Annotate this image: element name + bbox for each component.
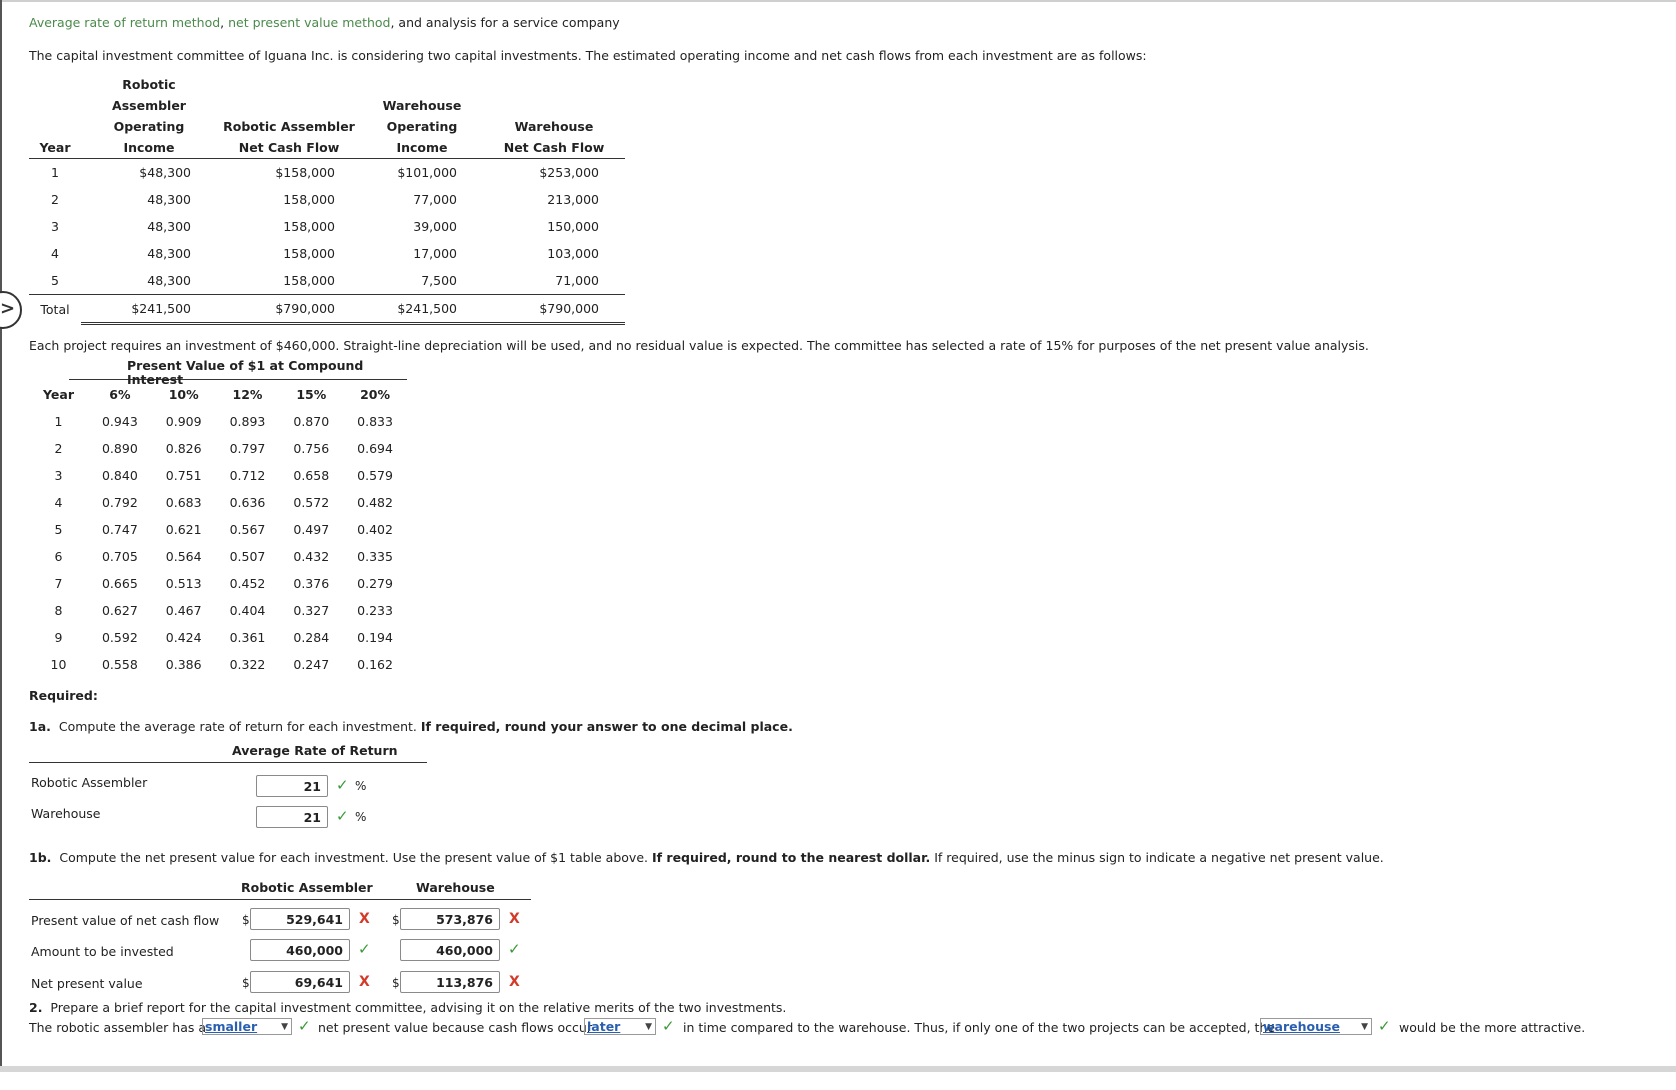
table-row bbox=[29, 624, 407, 651]
pv-factor-cell: 0.909 bbox=[165, 414, 202, 429]
report-sentence-part: would be the more attractive. bbox=[1399, 1020, 1586, 1035]
pv-factor-cell: 0.627 bbox=[101, 603, 138, 618]
col-ra-ncf: Robotic Assembler Net Cash Flow bbox=[217, 74, 361, 159]
pv-factor-cell: 0.840 bbox=[101, 468, 138, 483]
table-row bbox=[29, 489, 407, 516]
pv-factor-cell: 0.567 bbox=[229, 522, 266, 537]
pv-factor-cell: 0.564 bbox=[165, 549, 202, 564]
npv-robotic-input[interactable]: 69,641 bbox=[250, 971, 350, 993]
npv-col-robotic: Robotic Assembler bbox=[241, 880, 373, 895]
arr-warehouse-input[interactable]: 21 bbox=[256, 806, 328, 828]
pv-factor-cell: 0.621 bbox=[165, 522, 202, 537]
table-row bbox=[29, 435, 407, 462]
correct-check-icon: ✓ bbox=[358, 940, 371, 958]
col-ra-oi: Robotic Assembler Operating Income bbox=[81, 74, 217, 159]
pv-factor-cell: 0.890 bbox=[101, 441, 138, 456]
side-expand-handle[interactable] bbox=[0, 291, 22, 329]
pv-year-cell: 7 bbox=[54, 576, 63, 591]
pv-factor-cell: 0.513 bbox=[165, 576, 202, 591]
table-row: 1 $48,300 $158,000 $101,000 $253,000 bbox=[51, 165, 599, 180]
pv-factor-cell: 0.705 bbox=[101, 549, 138, 564]
incorrect-x-icon: X bbox=[509, 974, 520, 990]
pv-factor-cell: 0.386 bbox=[165, 657, 202, 672]
arr-robotic-input[interactable]: 21 bbox=[256, 775, 328, 797]
table-row bbox=[29, 570, 407, 597]
report-sentence-part: net present value because cash flows occur bbox=[318, 1020, 592, 1035]
pv-factor-cell: 0.870 bbox=[293, 414, 330, 429]
pv-factor-cell: 0.712 bbox=[229, 468, 266, 483]
pv-factor-cell: 0.284 bbox=[293, 630, 330, 645]
npv-warehouse-input[interactable]: 113,876 bbox=[400, 971, 500, 993]
pv-factor-cell: 0.636 bbox=[229, 495, 266, 510]
pv-factor-cell: 0.683 bbox=[165, 495, 202, 510]
pv-factor-cell: 0.756 bbox=[293, 441, 330, 456]
question-1b: 1b. Compute the net present value for each investment. Use the present value of $1 table above. If required, round to the nearest dollar. If required, use the minus sign to indicate a negative net present value. bbox=[29, 850, 1384, 865]
pv-factor-cell: 0.694 bbox=[357, 441, 393, 456]
pv-factor-cell: 0.658 bbox=[293, 468, 330, 483]
percent-unit: % bbox=[355, 810, 367, 824]
question-2: 2. Prepare a brief report for the capital investment committee, advising it on the relative merits of the two investments. bbox=[29, 1000, 787, 1015]
investment-table bbox=[29, 74, 625, 325]
title-link-npv[interactable]: net present value method bbox=[228, 15, 391, 30]
pv-year-cell: 8 bbox=[54, 603, 63, 618]
table-row bbox=[29, 408, 407, 435]
npv-divider bbox=[29, 899, 531, 900]
pv-year-cell: 1 bbox=[54, 414, 63, 429]
incorrect-x-icon: X bbox=[359, 974, 370, 990]
npv-row-label: Amount to be invested bbox=[31, 944, 174, 959]
pv-factor-cell: 0.497 bbox=[293, 522, 330, 537]
pv-factor-cell: 0.792 bbox=[101, 495, 138, 510]
pv-year-cell: 3 bbox=[54, 468, 63, 483]
problem-title: Average rate of return method, net present value method, and analysis for a service company bbox=[29, 15, 620, 30]
table-row: 5 48,300 158,000 7,500 71,000 bbox=[51, 273, 599, 288]
currency-symbol: $ bbox=[242, 913, 250, 927]
table-row bbox=[29, 651, 407, 678]
correct-check-icon: ✓ bbox=[298, 1017, 311, 1035]
report-sentence: The robotic assembler has a bbox=[29, 1020, 207, 1035]
table-row: 2 48,300 158,000 77,000 213,000 bbox=[51, 192, 599, 207]
pv-factor-cell: 0.943 bbox=[101, 414, 138, 429]
arr-divider bbox=[29, 762, 427, 763]
pv-factor-cell: 0.747 bbox=[101, 522, 138, 537]
pv-factor-cell: 0.579 bbox=[357, 468, 393, 483]
npv-col-warehouse: Warehouse bbox=[416, 880, 495, 895]
correct-check-icon: ✓ bbox=[1378, 1017, 1391, 1035]
preferred-project-select[interactable]: warehouse ▼ bbox=[1260, 1018, 1372, 1035]
pv-factor-cell: 0.797 bbox=[229, 441, 266, 456]
intro-text: The capital investment committee of Iguana Inc. is considering two capital investments. The estimated operating income and net cash flows from each investment are as follows: bbox=[29, 48, 1147, 63]
correct-check-icon: ✓ bbox=[336, 776, 349, 794]
chevron-right-icon: > bbox=[0, 298, 16, 319]
pv-year-cell: 6 bbox=[54, 549, 63, 564]
pv-factor-cell: 0.335 bbox=[357, 549, 393, 564]
report-sentence-part: in time compared to the warehouse. Thus, if only one of the two projects can be accepted, the bbox=[683, 1020, 1276, 1035]
pv-year-cell: 4 bbox=[54, 495, 63, 510]
pv-factor-cell: 0.327 bbox=[293, 603, 330, 618]
amount-invested-warehouse-input[interactable]: 460,000 bbox=[400, 939, 500, 961]
pv-factor-cell: 0.162 bbox=[357, 657, 393, 672]
investment-assumptions-text: Each project requires an investment of $460,000. Straight-line depreciation will be used, and no residual value is expected. The committee has selected a rate of 15% for purposes of the net present value analysis. bbox=[29, 338, 1369, 353]
npv-comparison-select[interactable]: smaller ▼ bbox=[202, 1018, 292, 1035]
pv-factor-cell: 0.826 bbox=[165, 441, 202, 456]
question-1a: 1a. Compute the average rate of return for each investment. If required, round your answer to one decimal place. bbox=[29, 719, 793, 734]
pv-year-cell: 9 bbox=[54, 630, 63, 645]
pv-net-cash-flow-robotic-input[interactable]: 529,641 bbox=[250, 908, 350, 930]
table-row bbox=[29, 462, 407, 489]
dropdown-arrow-icon: ▼ bbox=[281, 1022, 288, 1032]
col-wh-ncf: Warehouse Net Cash Flow bbox=[483, 74, 625, 159]
pv-factor-cell: 0.833 bbox=[357, 414, 393, 429]
top-border bbox=[0, 0, 1676, 2]
pv-factor-cell: 0.247 bbox=[293, 657, 330, 672]
pv-factor-cell: 0.751 bbox=[165, 468, 202, 483]
percent-unit: % bbox=[355, 779, 367, 793]
pv-factor-cell: 0.233 bbox=[357, 603, 393, 618]
table-row bbox=[29, 543, 407, 570]
correct-check-icon: ✓ bbox=[336, 807, 349, 825]
pv-factor-cell: 0.194 bbox=[357, 630, 393, 645]
pv-factor-cell: 0.467 bbox=[165, 603, 202, 618]
pv-year-cell: 2 bbox=[54, 441, 63, 456]
col-wh-oi: Warehouse Operating Income bbox=[361, 74, 483, 159]
currency-symbol: $ bbox=[242, 976, 250, 990]
left-border bbox=[0, 0, 2, 1070]
npv-row-label: Net present value bbox=[31, 976, 143, 991]
pv-factor-cell: 0.592 bbox=[101, 630, 138, 645]
pv-factor-cell: 0.424 bbox=[165, 630, 202, 645]
incorrect-x-icon: X bbox=[359, 911, 370, 927]
correct-check-icon: ✓ bbox=[662, 1017, 675, 1035]
arr-heading: Average Rate of Return bbox=[232, 743, 398, 758]
pv-factor-cell: 0.893 bbox=[229, 414, 266, 429]
table-row: 3 48,300 158,000 39,000 150,000 bbox=[51, 219, 599, 234]
dropdown-arrow-icon: ▼ bbox=[1361, 1022, 1368, 1032]
pv-factor-cell: 0.572 bbox=[293, 495, 330, 510]
present-value-table: Present Value of $1 at Compound Interest Year 6% 10% 12% 15% 20% 1 0.943 0.909 0.893 0.870 0.833 2 0.890 0.826 0.797 0.756 0.694 3 0.840 0.751 0.712 0.658 0.579 4 0.792 0.683 0.636 0.572 0.482 5 0.747 0.621 0.567 0.497 0.402 6 0.705 0.564 0.507 0.432 0.335 7 0.665 0.513 0.452 0.376 0.279 8 0.627 0.467 0.404 0.327 0.233 9 0.592 0.424 0.361 0.284 0.194 10 0.558 0.386 0.322 0.247 0.162 bbox=[29, 359, 407, 678]
pv-factor-cell: 0.402 bbox=[357, 522, 393, 537]
pv-factor-cell: 0.665 bbox=[101, 576, 138, 591]
pv-factor-cell: 0.432 bbox=[293, 549, 330, 564]
arr-warehouse-label: Warehouse bbox=[31, 806, 101, 821]
amount-invested-robotic-input[interactable]: 460,000 bbox=[250, 939, 350, 961]
correct-check-icon: ✓ bbox=[508, 940, 521, 958]
pv-factor-cell: 0.507 bbox=[229, 549, 266, 564]
incorrect-x-icon: X bbox=[509, 911, 520, 927]
title-link-arr[interactable]: Average rate of return method bbox=[29, 15, 221, 30]
pv-factor-cell: 0.452 bbox=[229, 576, 266, 591]
required-heading: Required: bbox=[29, 688, 98, 703]
pv-factor-cell: 0.558 bbox=[101, 657, 138, 672]
pv-net-cash-flow-warehouse-input[interactable]: 573,876 bbox=[400, 908, 500, 930]
arr-robotic-label: Robotic Assembler bbox=[31, 775, 148, 790]
dropdown-arrow-icon: ▼ bbox=[645, 1022, 652, 1032]
table-row bbox=[29, 597, 407, 624]
npv-row-label: Present value of net cash flow bbox=[31, 913, 220, 928]
table-row: 4 48,300 158,000 17,000 103,000 bbox=[51, 246, 599, 261]
pv-factor-cell: 0.404 bbox=[229, 603, 266, 618]
pv-factor-cell: 0.482 bbox=[357, 495, 393, 510]
table-row bbox=[29, 516, 407, 543]
col-year: Year bbox=[29, 74, 81, 159]
total-row: Total $241,500 $790,000 $241,500 $790,000 bbox=[29, 295, 625, 324]
cash-flow-timing-select[interactable]: later ▼ bbox=[584, 1018, 656, 1035]
bottom-scrollbar[interactable] bbox=[0, 1066, 1676, 1072]
pv-factor-cell: 0.322 bbox=[229, 657, 266, 672]
pv-year-cell: 10 bbox=[50, 657, 67, 672]
currency-symbol: $ bbox=[392, 976, 400, 990]
pv-factor-cell: 0.361 bbox=[229, 630, 266, 645]
pv-table-caption: Present Value of $1 at Compound Interest bbox=[69, 359, 407, 380]
currency-symbol: $ bbox=[392, 913, 400, 927]
pv-factor-cell: 0.279 bbox=[357, 576, 393, 591]
pv-factor-cell: 0.376 bbox=[293, 576, 330, 591]
pv-year-cell: 5 bbox=[54, 522, 63, 537]
